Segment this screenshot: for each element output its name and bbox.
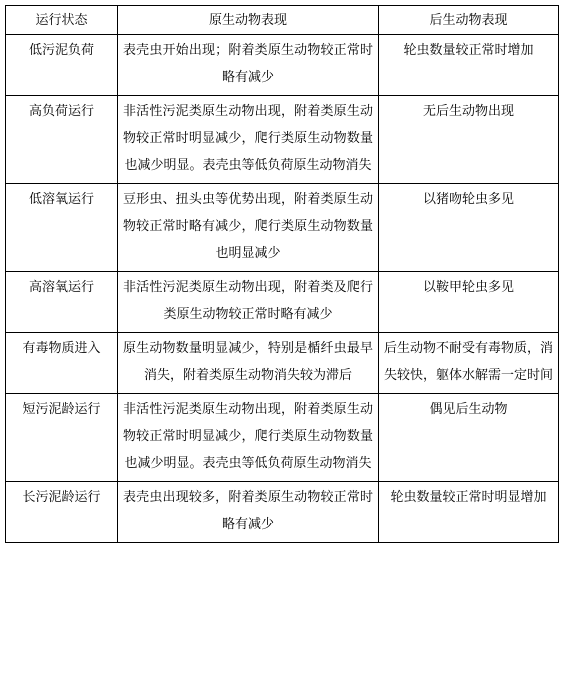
table-row bbox=[6, 394, 559, 482]
cell-state: 高负荷运行 bbox=[6, 96, 118, 184]
cell-protozoa: 非活性污泥类原生动物出现，附着类原生动物较正常时明显减少，爬行类原生动物数量也减少明显。表壳虫等低负荷原生动物消失 bbox=[118, 394, 379, 482]
cell-protozoa: 原生动物数量明显减少，特别是楯纤虫最早消失，附着类原生动物消失较为滞后 bbox=[118, 333, 379, 394]
cell-state: 长污泥龄运行 bbox=[6, 482, 118, 543]
table-row bbox=[6, 482, 559, 543]
header-state: 运行状态 bbox=[6, 6, 118, 35]
header-metazoa: 后生动物表现 bbox=[379, 6, 559, 35]
table-row bbox=[6, 35, 559, 96]
table-container bbox=[5, 5, 559, 543]
cell-state: 有毒物质进入 bbox=[6, 333, 118, 394]
cell-metazoa: 轮虫数量较正常时明显增加 bbox=[379, 482, 559, 543]
cell-state: 低污泥负荷 bbox=[6, 35, 118, 96]
header-row bbox=[6, 6, 559, 35]
cell-metazoa: 后生动物不耐受有毒物质，消失较快，躯体水解需一定时间 bbox=[379, 333, 559, 394]
cell-metazoa: 无后生动物出现 bbox=[379, 96, 559, 184]
cell-protozoa: 表壳虫出现较多，附着类原生动物较正常时略有减少 bbox=[118, 482, 379, 543]
cell-state: 短污泥龄运行 bbox=[6, 394, 118, 482]
cell-protozoa: 非活性污泥类原生动物出现，附着类及爬行类原生动物较正常时略有减少 bbox=[118, 272, 379, 333]
cell-metazoa: 以猪吻轮虫多见 bbox=[379, 184, 559, 272]
cell-metazoa: 偶见后生动物 bbox=[379, 394, 559, 482]
table-row bbox=[6, 96, 559, 184]
cell-protozoa: 豆形虫、扭头虫等优势出现，附着类原生动物较正常时略有减少，爬行类原生动物数量也明显减少 bbox=[118, 184, 379, 272]
cell-metazoa: 以鞍甲轮虫多见 bbox=[379, 272, 559, 333]
operation-status-table bbox=[5, 5, 559, 543]
cell-metazoa: 轮虫数量较正常时增加 bbox=[379, 35, 559, 96]
table-row bbox=[6, 184, 559, 272]
cell-state: 低溶氧运行 bbox=[6, 184, 118, 272]
cell-protozoa: 表壳虫开始出现；附着类原生动物较正常时略有减少 bbox=[118, 35, 379, 96]
header-protozoa: 原生动物表现 bbox=[118, 6, 379, 35]
cell-state: 高溶氧运行 bbox=[6, 272, 118, 333]
table-row bbox=[6, 272, 559, 333]
cell-protozoa: 非活性污泥类原生动物出现，附着类原生动物较正常时明显减少，爬行类原生动物数量也减少明显。表壳虫等低负荷原生动物消失 bbox=[118, 96, 379, 184]
table-row bbox=[6, 333, 559, 394]
